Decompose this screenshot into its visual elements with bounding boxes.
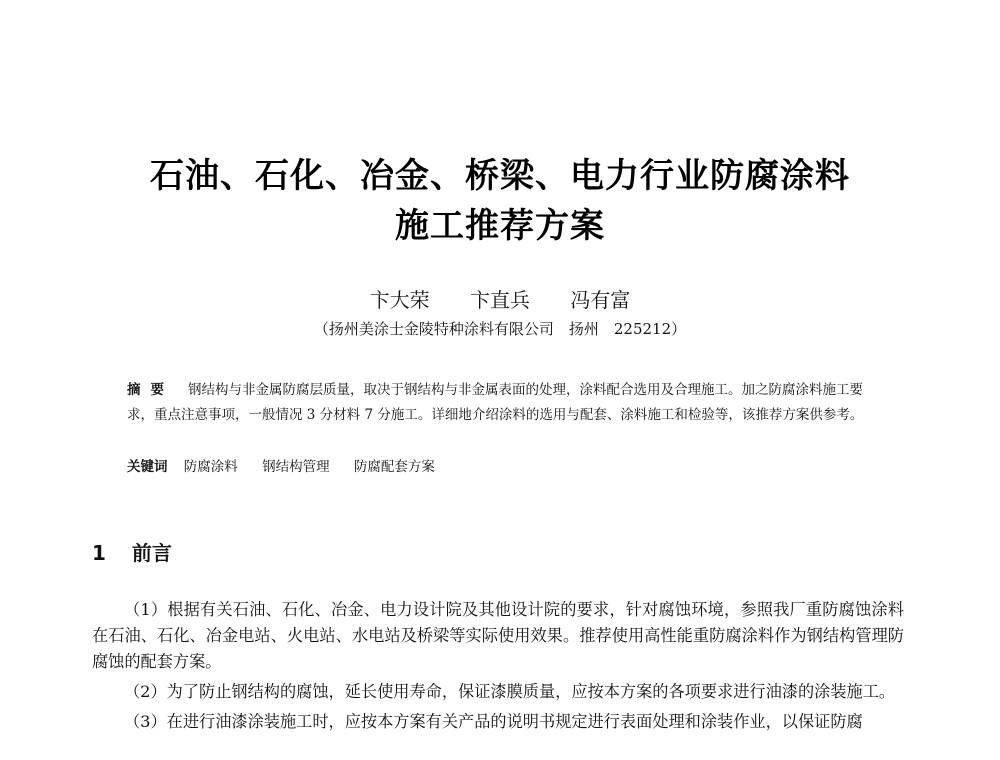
abstract [127,378,877,428]
abstract-text: 钢结构与非金属防腐层质量，取决于钢结构与非金属表面的处理，涂料配合选用及合理施工。加之防腐涂料施工要求，重点注意事项，一般情况 3 分材料 7 分施工。详细地介绍涂料的选用与配套、涂料施工和检验等，该推荐方案供参考。 [127,382,864,423]
author-affiliation: （扬州美涂士金陵特种涂料有限公司 扬州 225212） [313,320,687,338]
section-title: 前言 [131,541,172,565]
body-text [92,597,904,739]
keyword: 防腐配套方案 [353,459,435,475]
section-number: 1 [92,541,106,565]
section-heading [92,537,172,566]
body-paragraph: （3）在进行油漆涂装施工时，应按本方案有关产品的说明书规定进行表面处理和涂装作业，以保证防腐 [124,712,863,731]
keyword: 防腐涂料 [183,459,238,475]
keywords [127,455,877,475]
author-name: 冯有富 [570,288,631,312]
abstract-label: 摘要 [127,382,174,398]
keywords-label: 关键词 [127,459,168,475]
body-paragraph: （1）根据有关石油、石化、冶金、电力设计院及其他设计院的要求，针对腐蚀环境，参照我厂重防腐蚀涂料在石油、石化、冶金电站、火电站、水电站及桥梁等实际使用效果。推荐使用高性能重防腐涂料作为钢结构管理防腐蚀的配套方案。 [92,600,904,671]
paper-title-line-1: 石油、石化、冶金、桥梁、电力行业防腐涂料 [150,156,850,196]
author-list [0,284,1000,313]
author-name: 卞大荣 [369,288,430,312]
keyword: 钢结构管理 [262,459,330,475]
body-paragraph: （2）为了防止钢结构的腐蚀，延长使用寿命，保证漆膜质量，应按本方案的各项要求进行油漆的涂装施工。 [124,682,896,701]
paper-title-line-2: 施工推荐方案 [395,206,605,246]
author-name: 卞直兵 [470,288,530,312]
